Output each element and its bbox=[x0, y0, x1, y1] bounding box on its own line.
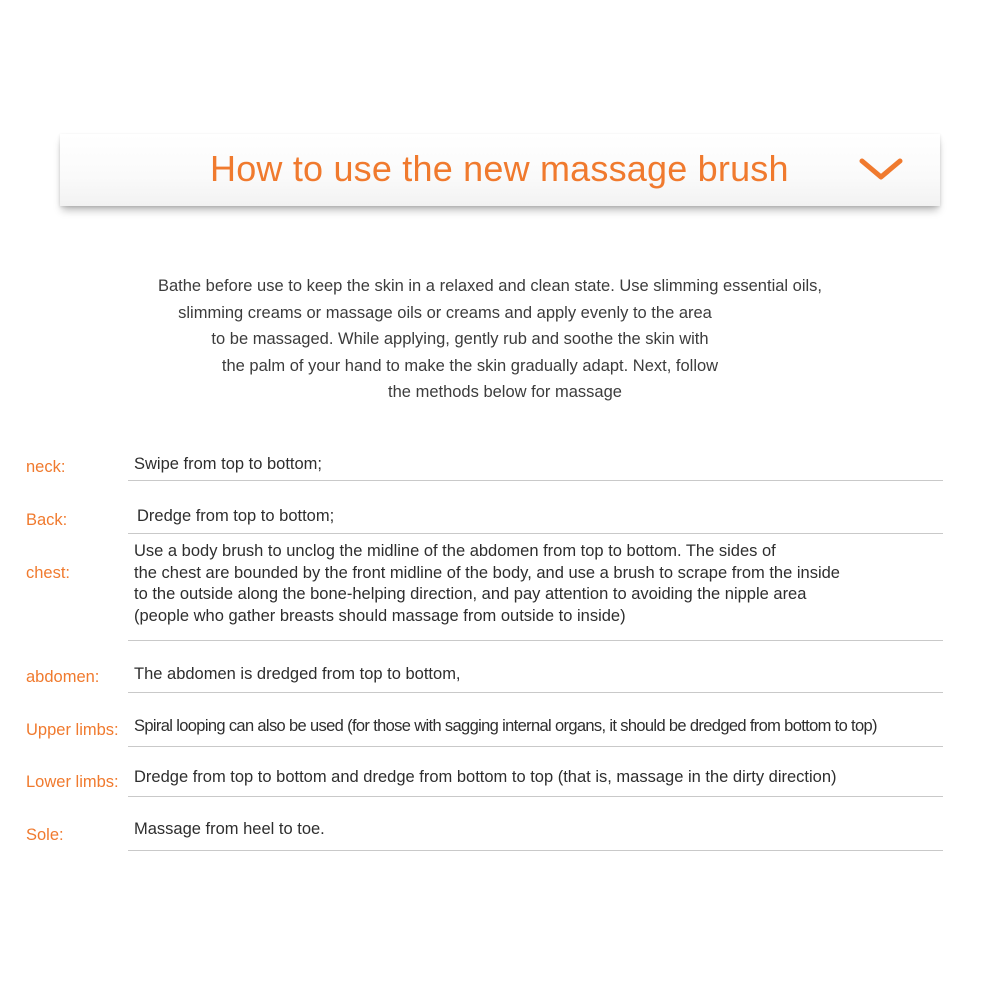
instruction-lower-limbs bbox=[134, 767, 837, 789]
instruction-line: Dredge from top to bottom; bbox=[137, 507, 335, 525]
instruction-line: Dredge from top to bottom and dredge from bottom to top (that is, massage in the dirty direction) bbox=[134, 768, 837, 786]
row-divider bbox=[128, 480, 943, 481]
row-divider bbox=[128, 746, 943, 747]
instruction-upper-limbs bbox=[134, 716, 877, 738]
instruction-line: (people who gather breasts should massage from outside to inside) bbox=[134, 606, 626, 625]
instruction-neck bbox=[134, 454, 322, 476]
page-title: How to use the new massage brush bbox=[210, 148, 789, 189]
label-back: Back: bbox=[26, 511, 68, 529]
label-neck: neck: bbox=[26, 458, 66, 476]
intro-line: the methods below for massage bbox=[388, 383, 622, 401]
row-divider bbox=[128, 640, 943, 641]
instruction-back bbox=[137, 506, 334, 528]
row-divider bbox=[128, 796, 943, 797]
label-abdomen: abdomen: bbox=[26, 668, 100, 686]
label-lower-limbs: Lower limbs: bbox=[26, 773, 119, 791]
intro-line: the palm of your hand to make the skin gradually adapt. Next, follow bbox=[221, 356, 719, 375]
instruction-line: Swipe from top to bottom; bbox=[134, 455, 323, 473]
intro-line: to be massaged. While applying, gently rub and soothe the skin with bbox=[211, 330, 709, 348]
instruction-line: Massage from heel to toe. bbox=[134, 820, 325, 838]
label-chest: chest: bbox=[26, 564, 71, 582]
chevron-down-icon bbox=[857, 156, 905, 182]
intro-paragraph bbox=[100, 273, 880, 406]
instruction-chest bbox=[134, 541, 840, 627]
instruction-sole bbox=[134, 819, 325, 841]
instruction-line: Use a body brush to unclog the midline of the abdomen from top to bottom. The sides of bbox=[134, 542, 776, 560]
instruction-abdomen bbox=[134, 664, 461, 686]
intro-line: slimming creams or massage oils or creams and apply evenly to the area bbox=[178, 303, 712, 322]
instruction-line: to the outside along the bone-helping direction, and pay attention to avoiding the nipple area bbox=[134, 585, 807, 603]
intro-line: Bathe before use to keep the skin in a relaxed and clean state. Use slimming essential oils, bbox=[157, 277, 823, 295]
row-divider bbox=[128, 533, 943, 534]
label-upper-limbs: Upper limbs: bbox=[26, 721, 119, 739]
instruction-line: the chest are bounded by the front midline of the body, and use a brush to scrape from the inside bbox=[134, 563, 840, 582]
row-divider bbox=[128, 850, 943, 851]
row-divider bbox=[128, 692, 943, 693]
title-banner bbox=[60, 134, 940, 206]
instruction-line: Spiral looping can also be used (for those with sagging internal organs, it should be dredged from bottom to top) bbox=[134, 717, 877, 735]
label-sole: Sole: bbox=[26, 826, 64, 844]
instruction-line: The abdomen is dredged from top to bottom, bbox=[134, 665, 461, 683]
